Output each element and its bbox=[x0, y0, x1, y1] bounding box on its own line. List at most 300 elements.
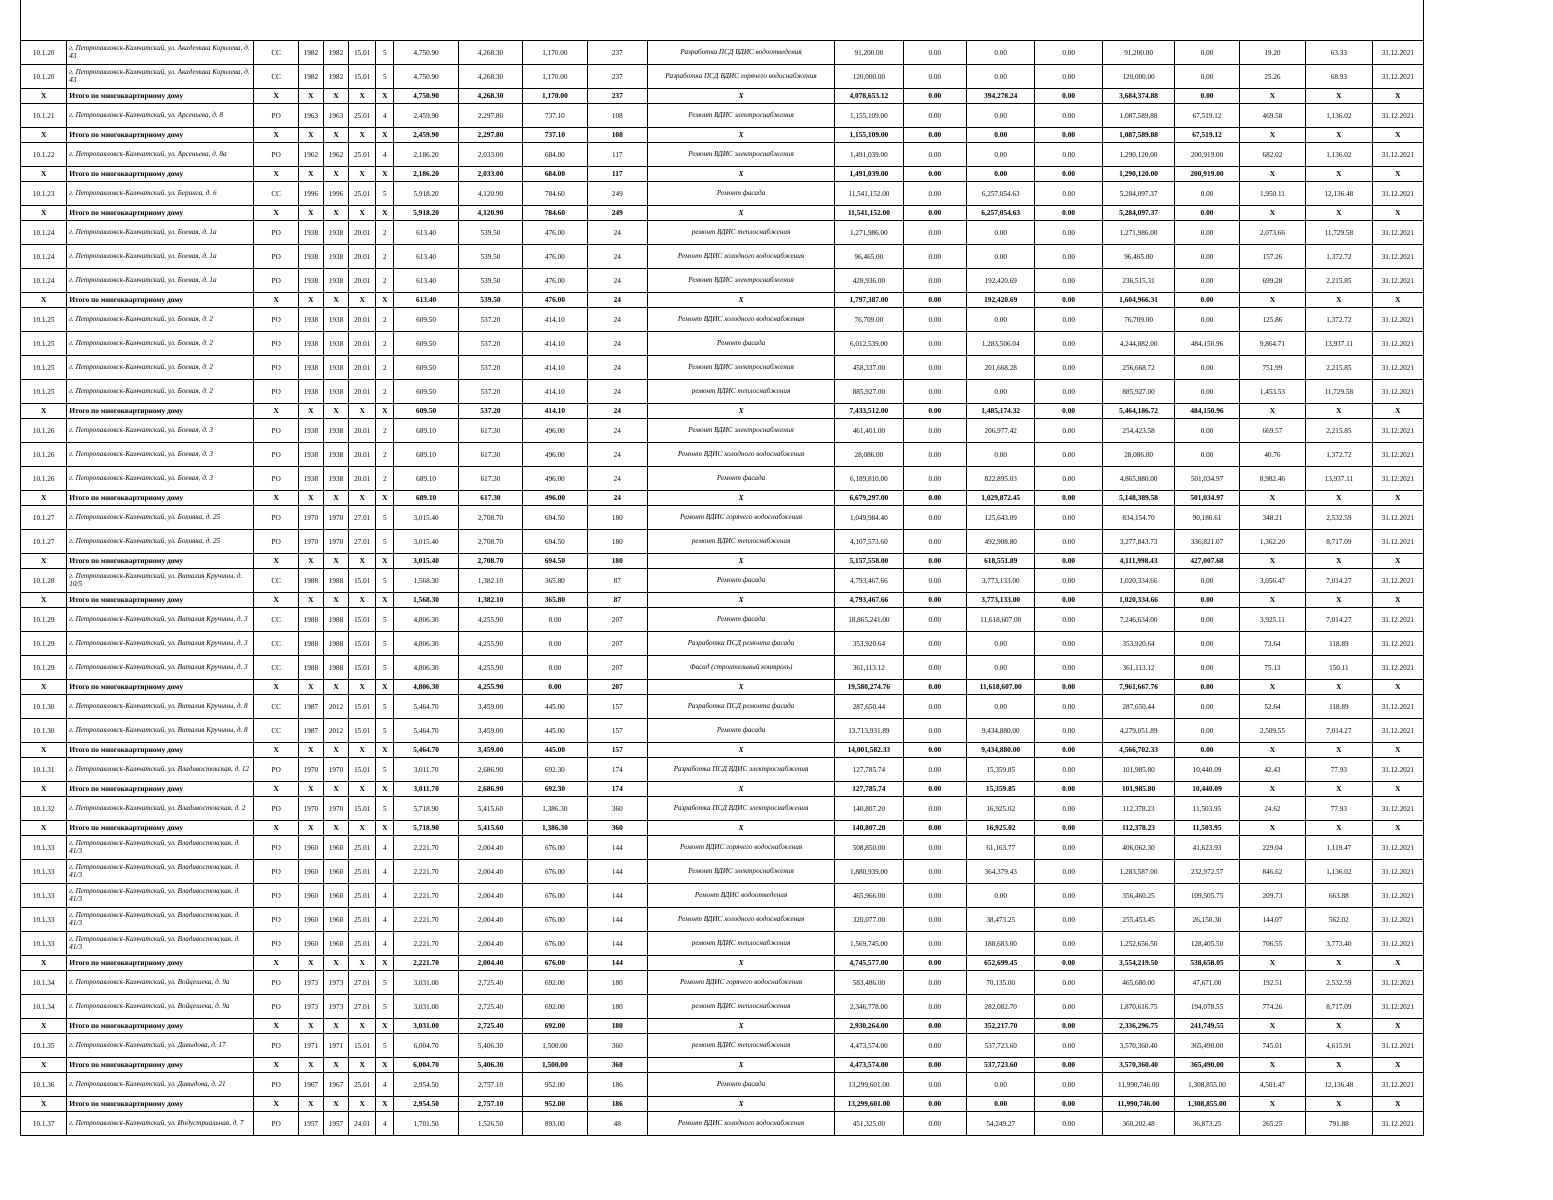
table-cell: X bbox=[1372, 491, 1423, 506]
table-cell: 2,073.66 bbox=[1239, 221, 1305, 245]
table-cell: 496.00 bbox=[523, 491, 587, 506]
table-cell: 1973 bbox=[323, 971, 348, 995]
table-cell: 118.89 bbox=[1306, 695, 1372, 719]
table-cell: X bbox=[1239, 167, 1305, 182]
table-cell: 2,954.50 bbox=[394, 1097, 458, 1112]
table-cell: 20.01 bbox=[349, 380, 376, 404]
table-cell: X bbox=[1372, 554, 1423, 569]
table-cell: 10.1.31 bbox=[21, 758, 67, 782]
table-cell: 209.73 bbox=[1239, 884, 1305, 908]
table-cell: 2,221.70 bbox=[394, 932, 458, 956]
table-cell: 3,459.00 bbox=[458, 695, 522, 719]
table-cell: 3,011.70 bbox=[394, 782, 458, 797]
table-cell: 360 bbox=[587, 1058, 647, 1073]
table-cell: 476.00 bbox=[523, 221, 587, 245]
table-cell: 5,464.70 bbox=[394, 719, 458, 743]
table-cell: 0.00 bbox=[1175, 206, 1239, 221]
table-cell: 5,464,186.72 bbox=[1102, 404, 1174, 419]
table-cell: 1,950.11 bbox=[1239, 182, 1305, 206]
table-cell: 11,541,152.00 bbox=[835, 182, 903, 206]
table-cell: 0.00 bbox=[1035, 65, 1102, 89]
table-cell: 24 bbox=[587, 443, 647, 467]
table-cell: 3,459.00 bbox=[458, 719, 522, 743]
table-row bbox=[21, 719, 1424, 743]
table-cell: X bbox=[254, 956, 298, 971]
table-cell: 1938 bbox=[298, 269, 323, 293]
table-cell: 465,680.00 bbox=[1102, 971, 1174, 995]
table-cell: РО bbox=[254, 332, 298, 356]
table-cell: X bbox=[254, 1019, 298, 1034]
table-row bbox=[21, 995, 1424, 1019]
table-cell: 0.00 bbox=[1175, 593, 1239, 608]
table-cell: X bbox=[1239, 293, 1305, 308]
table-cell: 952.00 bbox=[523, 1073, 587, 1097]
table-cell: X bbox=[647, 1019, 834, 1034]
table-cell: 27.01 bbox=[349, 995, 376, 1019]
table-cell: 3,031.00 bbox=[394, 995, 458, 1019]
table-cell: X bbox=[298, 593, 323, 608]
table-cell: X bbox=[254, 491, 298, 506]
table-cell: 0.00 bbox=[1035, 836, 1102, 860]
table-cell: 117 bbox=[587, 143, 647, 167]
table-cell: 1960 bbox=[298, 860, 323, 884]
table-cell: 10.1.36 bbox=[21, 1073, 67, 1097]
table-cell: 1970 bbox=[323, 506, 348, 530]
table-cell: X bbox=[323, 821, 348, 836]
table-cell: 0.00 bbox=[1035, 695, 1102, 719]
table-cell: 2 bbox=[376, 443, 394, 467]
table-cell: X bbox=[323, 782, 348, 797]
table-cell: 5 bbox=[376, 65, 394, 89]
table-cell: 24 bbox=[587, 245, 647, 269]
table-cell: 15.01 bbox=[349, 656, 376, 680]
table-cell: 1996 bbox=[298, 182, 323, 206]
table-cell: г. Петропавловск-Камчатский, ул. Боевая, д. 2 bbox=[67, 308, 254, 332]
table-cell: 692.30 bbox=[523, 782, 587, 797]
table-cell: г. Петропавловск-Камчатский, ул. Бохняка, д. 25 bbox=[67, 530, 254, 554]
table-cell: 31.12.2021 bbox=[1372, 908, 1423, 932]
table-cell: 2,532.59 bbox=[1306, 971, 1372, 995]
table-cell: 1996 bbox=[323, 182, 348, 206]
table-cell: 613.40 bbox=[394, 293, 458, 308]
table-cell: 3,015.40 bbox=[394, 554, 458, 569]
table-cell: 4,615.91 bbox=[1306, 1034, 1372, 1058]
table-cell: 2,954.50 bbox=[394, 1073, 458, 1097]
table-cell: X bbox=[376, 206, 394, 221]
table-cell: 0.00 bbox=[1035, 971, 1102, 995]
table-cell: 365.80 bbox=[523, 593, 587, 608]
table-cell: 353,920.64 bbox=[835, 632, 903, 656]
table-cell: 3,925.11 bbox=[1239, 608, 1305, 632]
table-cell: 2 bbox=[376, 356, 394, 380]
table-cell: 1938 bbox=[298, 245, 323, 269]
table-cell: 10.1.35 bbox=[21, 1034, 67, 1058]
table-cell: 3,773,133.00 bbox=[966, 593, 1034, 608]
table-cell: СС bbox=[254, 65, 298, 89]
table-cell: 31.12.2021 bbox=[1372, 836, 1423, 860]
table-cell: X bbox=[349, 1058, 376, 1073]
table-cell: 2,004.40 bbox=[458, 884, 522, 908]
table-cell: X bbox=[647, 680, 834, 695]
table-cell: X bbox=[254, 821, 298, 836]
table-cell: РО bbox=[254, 797, 298, 821]
table-cell: 2,186.20 bbox=[394, 143, 458, 167]
table-cell: 7,246,634.00 bbox=[1102, 608, 1174, 632]
table-cell: 6,679,297.00 bbox=[835, 491, 903, 506]
table-cell: 5 bbox=[376, 695, 394, 719]
table-cell: 4,078,653.12 bbox=[835, 89, 903, 104]
table-cell: 10.1.29 bbox=[21, 632, 67, 656]
table-cell: 1938 bbox=[298, 443, 323, 467]
table-cell: 539.50 bbox=[458, 269, 522, 293]
table-cell: 3,015.40 bbox=[394, 530, 458, 554]
table-row bbox=[21, 41, 1424, 65]
table-cell: 144 bbox=[587, 860, 647, 884]
table-cell: 112,378.23 bbox=[1102, 797, 1174, 821]
table-cell: 414.10 bbox=[523, 332, 587, 356]
table-cell: 0.00 bbox=[1035, 632, 1102, 656]
table-cell: 1988 bbox=[298, 569, 323, 593]
table-cell: 31.12.2021 bbox=[1372, 356, 1423, 380]
table-cell: 70,135.00 bbox=[966, 971, 1034, 995]
table-cell: 237 bbox=[587, 65, 647, 89]
table-cell: X bbox=[21, 821, 67, 836]
table-cell: 609.50 bbox=[394, 308, 458, 332]
table-cell: 25.01 bbox=[349, 182, 376, 206]
table-cell: 0.00 bbox=[1035, 104, 1102, 128]
table-cell: X bbox=[254, 593, 298, 608]
table-cell: 10.1.37 bbox=[21, 1112, 67, 1136]
table-cell: 1,170.00 bbox=[523, 89, 587, 104]
table-cell: 4,255.90 bbox=[458, 680, 522, 695]
table-cell: 28,086.00 bbox=[835, 443, 903, 467]
table-cell: 186 bbox=[587, 1097, 647, 1112]
table-cell: 249 bbox=[587, 206, 647, 221]
table-cell: 15.01 bbox=[349, 569, 376, 593]
table-cell: 0.00 bbox=[966, 167, 1034, 182]
table-cell: 1970 bbox=[298, 797, 323, 821]
table-cell: 0.00 bbox=[1175, 419, 1239, 443]
table-cell: 2,757.10 bbox=[458, 1097, 522, 1112]
table-cell: 4,279,051.89 bbox=[1102, 719, 1174, 743]
table-cell: 10.1.25 bbox=[21, 356, 67, 380]
table-cell: 0.00 bbox=[903, 143, 966, 167]
table-cell: 0.00 bbox=[1035, 332, 1102, 356]
table-cell: 1988 bbox=[298, 608, 323, 632]
table-cell: 10.1.30 bbox=[21, 695, 67, 719]
table-cell: 140,807.20 bbox=[835, 797, 903, 821]
table-cell: 1,453.53 bbox=[1239, 380, 1305, 404]
table-cell: 617.30 bbox=[458, 419, 522, 443]
table-cell: X bbox=[1306, 89, 1372, 104]
table-cell: 144 bbox=[587, 836, 647, 860]
table-cell: 11,990,746.00 bbox=[1102, 1073, 1174, 1097]
table-cell: 96,465.00 bbox=[1102, 245, 1174, 269]
table-cell: 287,650.44 bbox=[1102, 695, 1174, 719]
table-cell: 492,908.80 bbox=[966, 530, 1034, 554]
table-cell: 0.00 bbox=[903, 221, 966, 245]
table-cell: 336,821.07 bbox=[1175, 530, 1239, 554]
table-cell: 25.01 bbox=[349, 884, 376, 908]
table-cell: 1938 bbox=[298, 419, 323, 443]
table-cell: 4 bbox=[376, 836, 394, 860]
table-cell: Ремонт фасада bbox=[647, 182, 834, 206]
table-cell: 364,379.43 bbox=[966, 860, 1034, 884]
subtotal-row bbox=[21, 743, 1424, 758]
table-cell: X bbox=[349, 128, 376, 143]
table-cell: 1970 bbox=[298, 530, 323, 554]
table-cell: X bbox=[1372, 821, 1423, 836]
table-cell: X bbox=[323, 293, 348, 308]
table-cell: 618,551.89 bbox=[966, 554, 1034, 569]
table-cell: 0.00 bbox=[1175, 245, 1239, 269]
table-cell: 4,473,574.00 bbox=[835, 1058, 903, 1073]
table-cell: 1963 bbox=[323, 104, 348, 128]
table-cell: Итого по многоквартирному дому bbox=[67, 821, 254, 836]
table-cell: 365,490.00 bbox=[1175, 1058, 1239, 1073]
table-cell: РО bbox=[254, 860, 298, 884]
table-cell: 0.00 bbox=[1035, 758, 1102, 782]
table-cell: X bbox=[349, 293, 376, 308]
table-cell: 4 bbox=[376, 1112, 394, 1136]
table-cell: 1,087,589.88 bbox=[1102, 104, 1174, 128]
table-cell: X bbox=[1306, 956, 1372, 971]
table-cell: 31.12.2021 bbox=[1372, 932, 1423, 956]
table-cell: РО bbox=[254, 530, 298, 554]
table-cell: 1,362.20 bbox=[1239, 530, 1305, 554]
table-cell: 180 bbox=[587, 554, 647, 569]
table-cell: 8,717.09 bbox=[1306, 530, 1372, 554]
table-cell: 25.01 bbox=[349, 860, 376, 884]
table-cell: 1,386.30 bbox=[523, 797, 587, 821]
table-cell: 2,336,296.75 bbox=[1102, 1019, 1174, 1034]
table-cell: 846.62 bbox=[1239, 860, 1305, 884]
table-cell: X bbox=[298, 128, 323, 143]
table-cell: 669.57 bbox=[1239, 419, 1305, 443]
table-cell: РО bbox=[254, 269, 298, 293]
table-cell: Ремонт ВДИС электроснабжения bbox=[647, 419, 834, 443]
table-cell: 25.01 bbox=[349, 104, 376, 128]
table-cell: 427,007.68 bbox=[1175, 554, 1239, 569]
table-cell: 7,014.27 bbox=[1306, 569, 1372, 593]
table-cell: 784.60 bbox=[523, 206, 587, 221]
table-cell: 1938 bbox=[298, 356, 323, 380]
table-cell: 1,526.50 bbox=[458, 1112, 522, 1136]
table-cell: 5 bbox=[376, 530, 394, 554]
table-cell: X bbox=[1372, 743, 1423, 758]
table-cell: г. Петропавловск-Камчатский, ул. Боевая, д. 2 bbox=[67, 380, 254, 404]
table-cell: 0.00 bbox=[966, 65, 1034, 89]
table-cell: 54,249.27 bbox=[966, 1112, 1034, 1136]
table-cell: 2 bbox=[376, 332, 394, 356]
table-cell: 75.13 bbox=[1239, 656, 1305, 680]
table-cell: 0.00 bbox=[903, 1112, 966, 1136]
table-cell: 1,382.10 bbox=[458, 593, 522, 608]
table-cell: 0.00 bbox=[1175, 380, 1239, 404]
table-cell: 1,271,986.00 bbox=[835, 221, 903, 245]
table-cell: 365,490.00 bbox=[1175, 1034, 1239, 1058]
table-cell: X bbox=[1306, 593, 1372, 608]
table-cell: 207 bbox=[587, 680, 647, 695]
table-cell: X bbox=[1372, 404, 1423, 419]
table-cell: 0.00 bbox=[903, 956, 966, 971]
table-cell: 109,505.75 bbox=[1175, 884, 1239, 908]
table-cell: 25.01 bbox=[349, 836, 376, 860]
table-cell: 609.50 bbox=[394, 404, 458, 419]
table-cell: 1,604,966.31 bbox=[1102, 293, 1174, 308]
table-cell: г. Петропавловск-Камчатский, ул. Боевая, д. 3 bbox=[67, 467, 254, 491]
table-cell: X bbox=[376, 554, 394, 569]
table-cell: 737.10 bbox=[523, 128, 587, 143]
table-cell: Разработка ПСД ВДИС горячего водоснабжения bbox=[647, 65, 834, 89]
table-cell: г. Петропавловск-Камчатский, ул. Владивостокская, д. 41/3 bbox=[67, 932, 254, 956]
table-cell: 1960 bbox=[323, 884, 348, 908]
table-cell: 1,283,587.00 bbox=[1102, 860, 1174, 884]
table-cell: РО bbox=[254, 1073, 298, 1097]
table-cell: X bbox=[647, 491, 834, 506]
table-cell: 692.00 bbox=[523, 995, 587, 1019]
table-cell: 0.00 bbox=[966, 1073, 1034, 1097]
table-cell: X bbox=[323, 167, 348, 182]
table-cell: РО bbox=[254, 467, 298, 491]
table-cell: 10.1.20 bbox=[21, 65, 67, 89]
table-cell: 539.50 bbox=[458, 221, 522, 245]
table-cell: 15.01 bbox=[349, 632, 376, 656]
table-cell: 31.12.2021 bbox=[1372, 65, 1423, 89]
table-cell: 241,749.55 bbox=[1175, 1019, 1239, 1034]
table-cell: СС bbox=[254, 695, 298, 719]
table-cell: 539.50 bbox=[458, 245, 522, 269]
table-cell: 4,750.90 bbox=[394, 65, 458, 89]
table-cell: 157 bbox=[587, 743, 647, 758]
table-cell: ремонт ВДИС теплоснабжения bbox=[647, 932, 834, 956]
table-cell: 6,012,539.00 bbox=[835, 332, 903, 356]
table-cell: СС bbox=[254, 632, 298, 656]
table-cell: 1938 bbox=[323, 443, 348, 467]
table-cell: 2,297.80 bbox=[458, 104, 522, 128]
table-cell: 0.00 bbox=[966, 245, 1034, 269]
table-cell: 784.60 bbox=[523, 182, 587, 206]
table-cell: ремонт ВДИС теплоснабжения bbox=[647, 380, 834, 404]
table-cell: 0.00 bbox=[966, 656, 1034, 680]
table-cell: X bbox=[1239, 89, 1305, 104]
table-cell: 0.00 bbox=[1035, 884, 1102, 908]
subtotal-row bbox=[21, 206, 1424, 221]
table-cell: 0.00 bbox=[966, 41, 1034, 65]
table-cell: 484,150.96 bbox=[1175, 332, 1239, 356]
table-cell: X bbox=[21, 206, 67, 221]
table-cell: 6,189,810.00 bbox=[835, 467, 903, 491]
table-row bbox=[21, 419, 1424, 443]
table-cell: 0.00 bbox=[903, 656, 966, 680]
table-cell: 31.12.2021 bbox=[1372, 797, 1423, 821]
table-cell: Итого по многоквартирному дому bbox=[67, 167, 254, 182]
table-cell: 0.00 bbox=[1035, 221, 1102, 245]
table-cell: 16,925.02 bbox=[966, 821, 1034, 836]
table-cell: 13,299,601.00 bbox=[835, 1097, 903, 1112]
table-cell: 31.12.2021 bbox=[1372, 269, 1423, 293]
table-cell: 445.00 bbox=[523, 695, 587, 719]
table-cell: 0.00 bbox=[903, 719, 966, 743]
table-cell: РО bbox=[254, 971, 298, 995]
table-cell: 1970 bbox=[323, 758, 348, 782]
subtotal-row bbox=[21, 1019, 1424, 1034]
table-cell: Итого по многоквартирному дому bbox=[67, 680, 254, 695]
table-cell: X bbox=[254, 743, 298, 758]
table-cell: 10.1.33 bbox=[21, 932, 67, 956]
table-cell: 1962 bbox=[323, 143, 348, 167]
table-cell: 41,623.93 bbox=[1175, 836, 1239, 860]
table-cell: 0.00 bbox=[903, 995, 966, 1019]
table-cell: г. Петропавловск-Камчатский, ул. Боевая, д. 1а bbox=[67, 221, 254, 245]
table-cell: 1982 bbox=[323, 65, 348, 89]
table-cell: 10.1.33 bbox=[21, 836, 67, 860]
table-cell: 5 bbox=[376, 758, 394, 782]
table-cell: 1988 bbox=[323, 569, 348, 593]
table-cell: 496.00 bbox=[523, 467, 587, 491]
table-cell: 19,580,274.76 bbox=[835, 680, 903, 695]
table-cell: 1,386.30 bbox=[523, 821, 587, 836]
table-cell: РО bbox=[254, 908, 298, 932]
table-cell: 360 bbox=[587, 821, 647, 836]
table-cell: 0.00 bbox=[903, 404, 966, 419]
table-cell: X bbox=[1372, 593, 1423, 608]
table-cell: X bbox=[298, 1058, 323, 1073]
table-cell: г. Петропавловск-Камчатский, ул. Войцешека, д. 9а bbox=[67, 971, 254, 995]
table-cell: 461,401.00 bbox=[835, 419, 903, 443]
table-cell: 1,500.00 bbox=[523, 1034, 587, 1058]
table-cell: 15.01 bbox=[349, 1034, 376, 1058]
table-cell: 2,221.70 bbox=[394, 884, 458, 908]
table-cell: 2,686.90 bbox=[458, 782, 522, 797]
table-row bbox=[21, 380, 1424, 404]
table-cell: X bbox=[647, 293, 834, 308]
table-cell: 617.30 bbox=[458, 467, 522, 491]
table-cell: X bbox=[21, 404, 67, 419]
table-cell: 24.01 bbox=[349, 1112, 376, 1136]
table-cell: 76,709.00 bbox=[1102, 308, 1174, 332]
table-cell: 0.00 bbox=[1035, 167, 1102, 182]
table-cell: 27.01 bbox=[349, 971, 376, 995]
table-cell: 1973 bbox=[323, 995, 348, 1019]
table-cell: 562.02 bbox=[1306, 908, 1372, 932]
table-cell: X bbox=[647, 1058, 834, 1073]
table-cell: X bbox=[1306, 491, 1372, 506]
table-cell: 1938 bbox=[323, 308, 348, 332]
table-cell: X bbox=[21, 956, 67, 971]
table-row bbox=[21, 569, 1424, 593]
subtotal-row bbox=[21, 956, 1424, 971]
table-cell: 0.00 bbox=[1175, 443, 1239, 467]
table-cell: 11,503.95 bbox=[1175, 821, 1239, 836]
table-cell: X bbox=[647, 782, 834, 797]
table-cell: 0.00 bbox=[1175, 182, 1239, 206]
table-cell: 2 bbox=[376, 221, 394, 245]
table-cell: 0.00 bbox=[1035, 1097, 1102, 1112]
table-cell: 1988 bbox=[298, 656, 323, 680]
table-cell: 4,473,574.00 bbox=[835, 1034, 903, 1058]
table-cell: 5 bbox=[376, 569, 394, 593]
table-cell: 140,807.20 bbox=[835, 821, 903, 836]
table-cell: РО bbox=[254, 308, 298, 332]
table-cell: 6,257,054.63 bbox=[966, 206, 1034, 221]
table-cell: 365.80 bbox=[523, 569, 587, 593]
table-cell: X bbox=[1239, 782, 1305, 797]
table-cell: 699.28 bbox=[1239, 269, 1305, 293]
table-cell: X bbox=[1239, 1097, 1305, 1112]
table-cell: 1982 bbox=[323, 41, 348, 65]
table-cell: Ремонт ВДИС электроснабжения bbox=[647, 356, 834, 380]
